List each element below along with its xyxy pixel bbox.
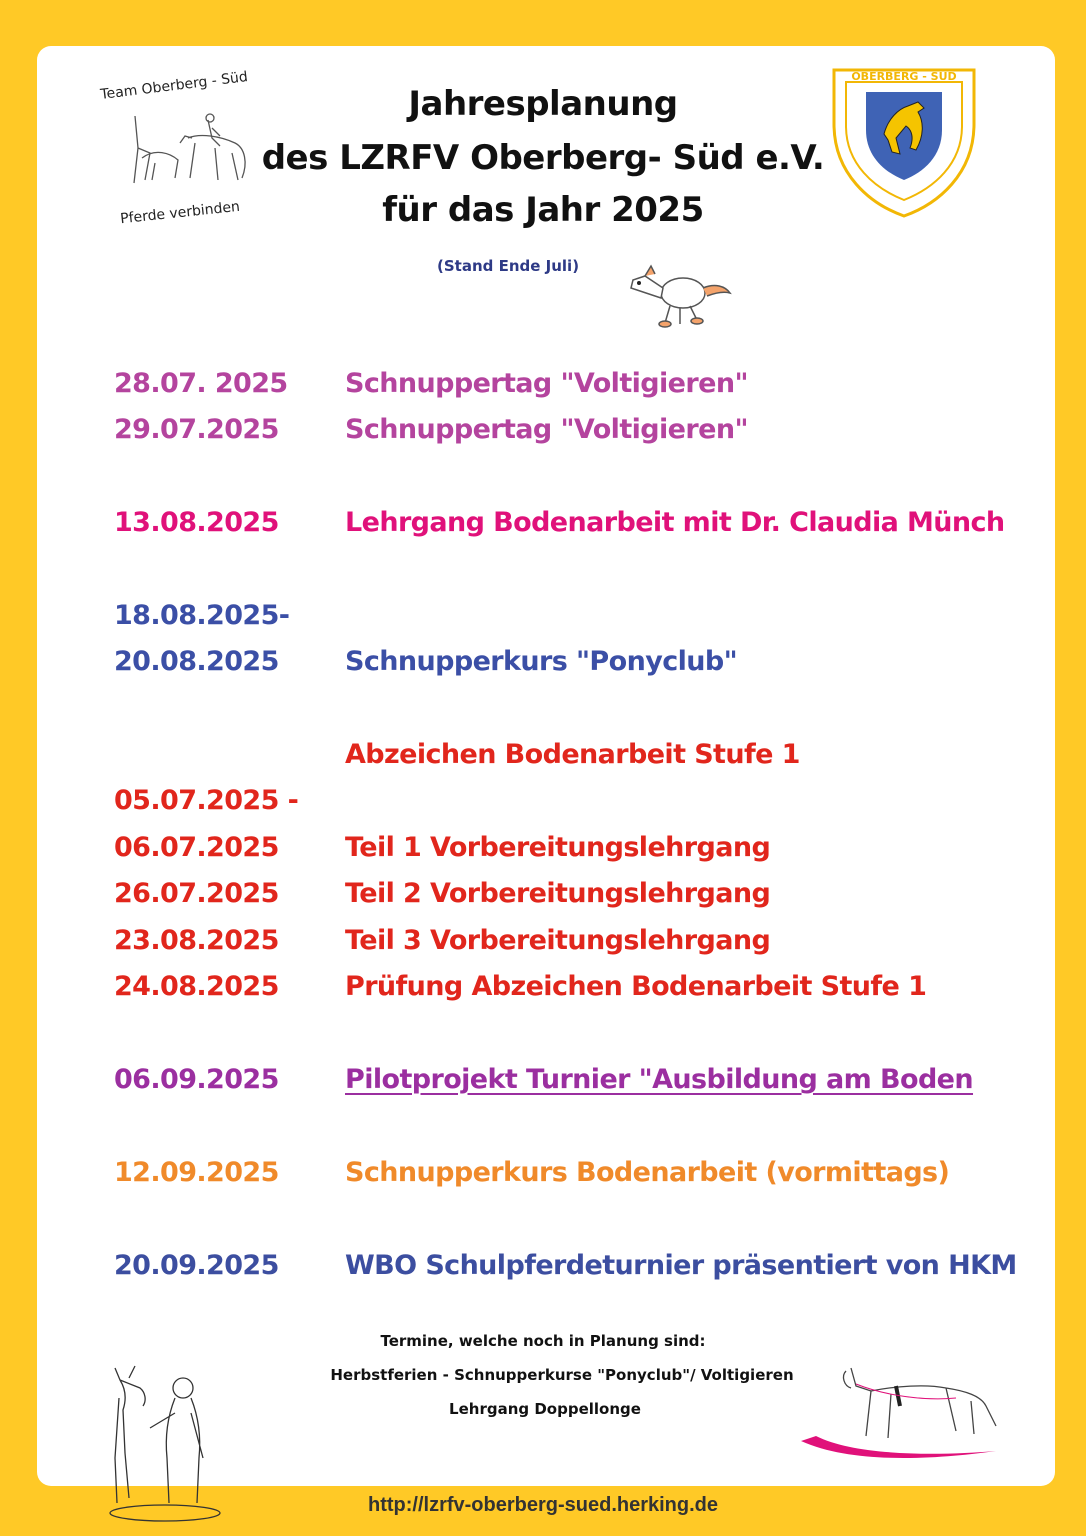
title-line-3: für das Jahr 2025 [382, 190, 704, 230]
planning-line-1: Herbstferien - Schnupperkurse "Ponyclub"/ Voltigieren [330, 1366, 794, 1384]
event-date-8: 06.07.2025 [114, 832, 279, 863]
event-date-3: 13.08.2025 [114, 507, 279, 538]
event-title-14: WBO Schulpferdeturnier präsentiert von HKM [345, 1250, 1017, 1281]
planning-line-2: Lehrgang Doppellonge [449, 1400, 641, 1418]
event-date-14: 20.09.2025 [114, 1250, 279, 1281]
event-date-11: 24.08.2025 [114, 971, 279, 1002]
event-date-10: 23.08.2025 [114, 925, 279, 956]
title-line-2: des LZRFV Oberberg- Süd e.V. [261, 138, 825, 178]
event-date-1: 28.07. 2025 [114, 368, 288, 399]
team-logo-top-text: Team Oberberg - Süd [99, 69, 249, 103]
cartoon-horse-icon [625, 258, 735, 330]
event-title-1: Schnuppertag "Voltigieren" [345, 368, 748, 399]
event-date-2: 29.07.2025 [114, 414, 279, 445]
event-title-abzeichen: Abzeichen Bodenarbeit Stufe 1 [345, 739, 800, 770]
event-link-pilotprojekt[interactable]: Pilotprojekt Turnier "Ausbildung am Boden [345, 1064, 974, 1095]
event-date-12: 06.09.2025 [114, 1064, 279, 1095]
event-date-13: 12.09.2025 [114, 1157, 279, 1188]
event-title-13: Schnupperkurs Bodenarbeit (vormittags) [345, 1157, 950, 1188]
event-date-9: 26.07.2025 [114, 878, 279, 909]
event-title-8: Teil 1 Vorbereitungslehrgang [345, 832, 771, 863]
event-title-10: Teil 3 Vorbereitungslehrgang [345, 925, 771, 956]
event-date-5: 20.08.2025 [114, 646, 279, 677]
website-link[interactable]: http://lzrfv-oberberg-sued.herking.de [367, 1494, 719, 1516]
event-title-3: Lehrgang Bodenarbeit mit Dr. Claudia Münch [345, 507, 1005, 538]
event-title-2: Schnuppertag "Voltigieren" [345, 414, 748, 445]
event-title-5: Schnupperkurs "Ponyclub" [345, 646, 738, 677]
team-logo-slogan: Pferde verbinden [119, 198, 241, 228]
planning-heading: Termine, welche noch in Planung sind: [380, 1332, 706, 1350]
event-date-4: 18.08.2025- [114, 600, 290, 631]
crest-top-text: OBERBERG - SÜD [851, 70, 957, 83]
title-line-1: Jahresplanung [408, 84, 678, 124]
club-crest-icon [826, 64, 982, 220]
event-date-7: 05.07.2025 - [114, 785, 299, 816]
event-title-9: Teil 2 Vorbereitungslehrgang [345, 878, 771, 909]
status-note: (Stand Ende Juli) [437, 257, 580, 275]
longeing-horse-icon [796, 1356, 1011, 1466]
event-title-11: Prüfung Abzeichen Bodenarbeit Stufe 1 [345, 971, 927, 1002]
